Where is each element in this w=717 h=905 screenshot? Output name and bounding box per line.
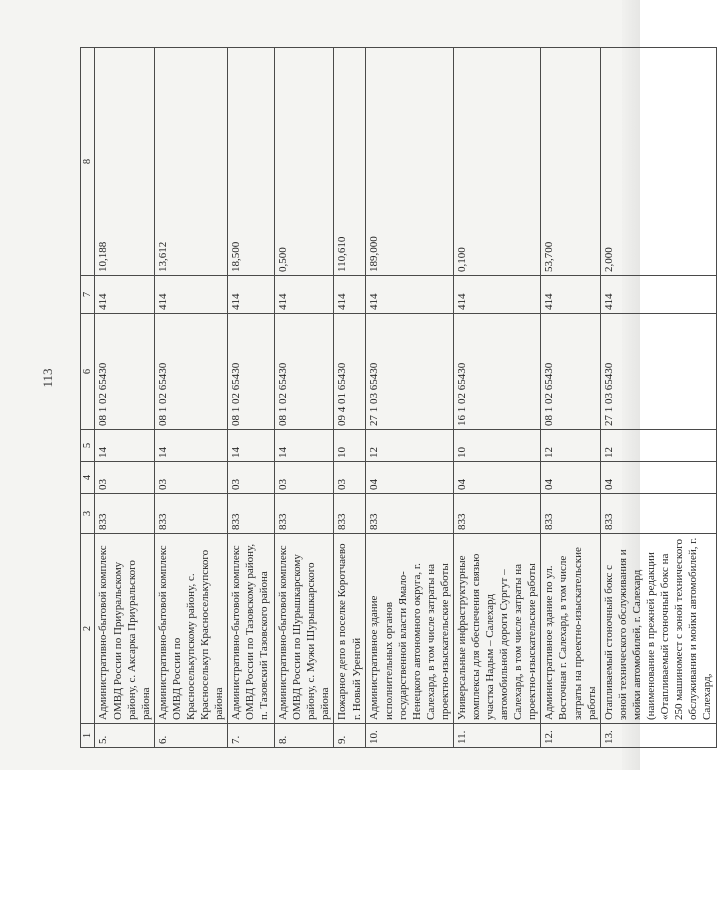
- row-number-cell: 5.: [95, 724, 154, 748]
- table-row: [600, 48, 716, 748]
- object-name-cell: Административно-бытовой комплекс ОМВД России по Приуральскому району, с. Аксарка Приуральского района: [95, 534, 154, 724]
- row-number-cell: 10.: [366, 724, 453, 748]
- code-7-cell: 414: [453, 276, 540, 314]
- code-7-cell: 414: [366, 276, 453, 314]
- code-7-cell: 414: [95, 276, 154, 314]
- object-name-cell: Административно-бытовой комплекс ОМВД России по Красноселькупскому району, с. Красноселькуп Красноселькупского района: [154, 534, 227, 724]
- object-name-cell: Административное здание по ул. Восточная г. Салехард, в том числе затраты на проектно-изыскательские работы: [541, 534, 600, 724]
- object-name-cell: Административно-бытовой комплекс ОМВД России по Шурышкарскому району, с. Мужи Шурышкарского района: [275, 534, 334, 724]
- page-number: 113: [40, 368, 55, 388]
- row-number-cell: 12.: [541, 724, 600, 748]
- amount-cell: 0,500: [275, 48, 334, 276]
- code-6-cell: 27 1 03 65430: [600, 314, 716, 430]
- code-6-cell: 08 1 02 65430: [541, 314, 600, 430]
- table-header-row: [81, 48, 95, 748]
- header-cell-6: 6: [81, 314, 95, 430]
- amount-cell: 10,188: [95, 48, 154, 276]
- table-row: [334, 48, 366, 748]
- code-4-cell: 03: [154, 462, 227, 494]
- header-cell-1: 1: [81, 724, 95, 748]
- amount-cell: 53,700: [541, 48, 600, 276]
- row-number-cell: 8.: [275, 724, 334, 748]
- header-cell-3: 3: [81, 494, 95, 534]
- row-number-cell: 6.: [154, 724, 227, 748]
- code-3-cell: 833: [334, 494, 366, 534]
- table-row: [541, 48, 600, 748]
- amount-cell: 13,612: [154, 48, 227, 276]
- code-5-cell: 14: [275, 430, 334, 462]
- amount-cell: 110,610: [334, 48, 366, 276]
- amount-cell: 18,500: [228, 48, 275, 276]
- object-name-cell: Пожарное депо в поселке Коротчаево г. Новый Уренгой: [334, 534, 366, 724]
- row-number-cell: 9.: [334, 724, 366, 748]
- header-cell-7: 7: [81, 276, 95, 314]
- code-5-cell: 10: [334, 430, 366, 462]
- code-7-cell: 414: [334, 276, 366, 314]
- table-row: [154, 48, 227, 748]
- code-6-cell: 08 1 02 65430: [275, 314, 334, 430]
- code-7-cell: 414: [541, 276, 600, 314]
- row-number-cell: 7.: [228, 724, 275, 748]
- code-3-cell: 833: [154, 494, 227, 534]
- code-5-cell: 14: [95, 430, 154, 462]
- code-5-cell: 12: [366, 430, 453, 462]
- code-3-cell: 833: [453, 494, 540, 534]
- code-7-cell: 414: [228, 276, 275, 314]
- code-3-cell: 833: [275, 494, 334, 534]
- code-3-cell: 833: [541, 494, 600, 534]
- amount-cell: 0,100: [453, 48, 540, 276]
- rotated-table-wrapper: [80, 48, 714, 748]
- code-5-cell: 14: [154, 430, 227, 462]
- object-name-cell: Универсальные инфраструктурные комплексы для обеспечения связью участка Надым – Салехард автомобильной дороги Сургут – Салехард, в том числе затраты на проектно-изыскательские работы: [453, 534, 540, 724]
- table-row: [275, 48, 334, 748]
- row-number-cell: 11.: [453, 724, 540, 748]
- code-5-cell: 12: [600, 430, 716, 462]
- header-cell-4: 4: [81, 462, 95, 494]
- code-4-cell: 04: [453, 462, 540, 494]
- code-3-cell: 833: [95, 494, 154, 534]
- amount-cell: 2,000: [600, 48, 716, 276]
- code-7-cell: 414: [154, 276, 227, 314]
- code-5-cell: 14: [228, 430, 275, 462]
- row-number-cell: 13.: [600, 724, 716, 748]
- code-6-cell: 08 1 02 65430: [154, 314, 227, 430]
- header-cell-2: 2: [81, 534, 95, 724]
- code-4-cell: 03: [228, 462, 275, 494]
- code-4-cell: 04: [600, 462, 716, 494]
- code-4-cell: 04: [366, 462, 453, 494]
- code-4-cell: 03: [95, 462, 154, 494]
- code-5-cell: 10: [453, 430, 540, 462]
- code-7-cell: 414: [275, 276, 334, 314]
- code-4-cell: 03: [275, 462, 334, 494]
- registry-table-body: [81, 48, 717, 748]
- code-6-cell: 16 1 02 65430: [453, 314, 540, 430]
- code-3-cell: 833: [600, 494, 716, 534]
- table-row: [366, 48, 453, 748]
- code-6-cell: 27 1 03 65430: [366, 314, 453, 430]
- code-3-cell: 833: [228, 494, 275, 534]
- code-5-cell: 12: [541, 430, 600, 462]
- header-cell-8: 8: [81, 48, 95, 276]
- object-name-cell: Отапливаемый стоночный бокс с зоной технического обслуживания и мойки автомобилей, г. Салехард (наименование в прежней редакции «Отапливаемый стоночный бокс на 250 машиномест с зоной технического обслуживания и мойки автомобилей, г. Салехард,: [600, 534, 716, 724]
- table-row: [228, 48, 275, 748]
- code-3-cell: 833: [366, 494, 453, 534]
- table-row: [453, 48, 540, 748]
- code-4-cell: 03: [334, 462, 366, 494]
- amount-cell: 189,000: [366, 48, 453, 276]
- registry-table: [80, 47, 717, 748]
- code-4-cell: 04: [541, 462, 600, 494]
- code-6-cell: 08 1 02 65430: [95, 314, 154, 430]
- code-7-cell: 414: [600, 276, 716, 314]
- code-6-cell: 09 4 01 65430: [334, 314, 366, 430]
- object-name-cell: Административно-бытовой комплекс ОМВД России по Тазовскому району, п. Тазовский Тазовского района: [228, 534, 275, 724]
- object-name-cell: Административное здание исполнительных органов государственной власти Ямало-Ненецкого автономного округа, г. Салехард, в том числе затраты на проектно-изыскательские работы: [366, 534, 453, 724]
- table-row: [95, 48, 154, 748]
- code-6-cell: 08 1 02 65430: [228, 314, 275, 430]
- header-cell-5: 5: [81, 430, 95, 462]
